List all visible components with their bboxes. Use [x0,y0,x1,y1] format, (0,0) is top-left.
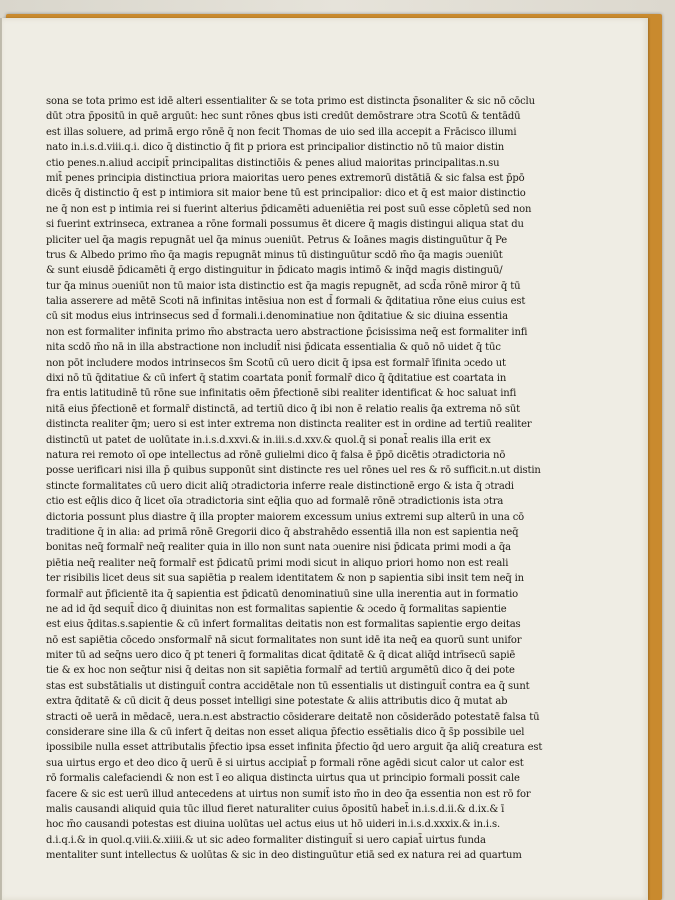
text-line: mentaliter sunt intellectus & uolūtas & sic in deo distinguūtur etiā sed ex natura rei ad quartum [46,850,522,862]
text-line: ne q̄ non est p intimia rei si fuerint alterius p̄dicamēti adueniētia rei post suū esse cōpletū sed non [46,203,532,215]
text-line: ter risibilis licet deus sit sua sapiētia p realem identitatem & non p sapientia sibi insit tem neq̄ in [46,573,524,585]
text-line: nita scdō m̄o nā in illa abstractione non includit̄ nisi p̄dicata essentialia & quō nō uidet q̄ tūc [46,342,501,354]
text-line: stracti oē uerā in mēdacē, uera.n.est abstractio cōsiderare deitatē non cōsiderādo potestatē falsa tū [46,711,540,723]
text-line: tur q̄a minus ɔueniūt non tū maior ista distinctio est q̄a magis repugnēt, ad scd̄a rōnē miror q̄ tū [46,280,521,292]
text-line: piētia neq̄ realiter neq̄ formalr̄ est p̄dicatū primi modi sicut in aliquo priori homo non est reali [46,557,509,569]
text-line: distincta realiter q̄m; uero si est inter extrema non distincta realiter est in ordine ad tertiū realiter [46,419,532,431]
text-line: facere & sic est uerū illud antecedens at uirtus non sumit̄ isto m̄o in deo q̄a essentia non est rō for [46,788,531,800]
text-line: trus & Albedo primo m̄o q̄a magis repugnāt minus tū distinguūtur scdō m̄o q̄a magis ɔueniūt [46,249,503,261]
text-line: bonitas neq̄ formalr̄ neq̄ realiter quia in illo non sunt nata ɔuenire nisi p̄dicata primi modi a q̄a [46,542,511,554]
text-line: sua uirtus ergo et deo dico q̄ uerū ē si uirtus accipiat̄ p formali rōne agēdi sicut calor ut calor est [46,757,524,769]
text-line: d.i.q.i.& in quol.q.viii.&.xiiii.& ut sic adeo formaliter distinguit̄ si uero capiat̄ uirtus funda [46,834,486,846]
text-line: ctio penes.n.aliud accipit̄ principalitas distinctiōis & penes aliud maioritas principalitas.n.su [46,157,500,169]
text-line: distinctū ut patet de uolūtate in.i.s.d.xxvi.& in.iii.s.d.xxv.& quol.q̄ si ponat̄ realis illa erit ex [46,434,491,446]
text-line: dictoria possunt plus diastre q̄ illa propter maiorem excessum unius extremi sup alterū in una cō [46,511,525,523]
text-line: miter tū ad seq̄ns uero dico q̄ pt teneri q̄ formalitas dicat q̄ditatē & q̄ dicat aliq̄d intrīsecū sapiē [46,650,516,662]
text-line: mit̄ penes principia distinctiua priora maioritas uero penes extremorū distātiā & sic falsa est p̄pō [46,172,525,184]
text-line: est illas soluere, ad primā ergo rōnē q̄ non fecit Thomas de uio sed illa accepit a Frācisco illumi [46,126,517,138]
text-line: nitā eius p̄fectionē et formalr̄ distinctā, ad tertiū dico q̄ ibi non ē relatio realis q̄a extrema nō sūt [46,403,520,415]
text-line: stincte formalitates cū uero dicit aliq̄ ɔtradictoria inferre reale distinctionē ergo & ista q̄ ɔtradi [46,480,514,492]
text-line: & sunt eiusdē p̄dicamēti q̄ ergo distinguitur in p̄dicato magis intimō & inq̄d magis distinguū/ [46,265,503,277]
text-line: si fuerint extrinseca, extranea a rōne formali possumus ēt dicere q̄ magis distingui aliqua stat du [46,219,524,231]
book-page [2,18,648,900]
text-line: dixi nō tū q̄ditatiue & cū infert q̄ statim coartata ponit̄ formalr̄ dico q̄ q̄ditatiue est coartata in [46,373,507,385]
text-line: posse uerificari nisi illa p̄ quibus supponūt sint distincte res uel rōnes uel res & rō sufficit.n.ut distin [46,465,541,477]
text-line: natura rei remoto oī ope intellectus ad rōnē gulielmi dico q̄ falsa ē p̄pō dicētis ɔtradictoria nō [46,449,506,461]
text-line: tie & ex hoc non seq̄tur nisi q̄ deitas non sit sapiētia formalr̄ ad tertiū argumētū dico q̄ dei pote [46,665,515,677]
text-block [46,94,562,864]
text-line: sona se tota primo est idē alteri essentialiter & se tota primo est distincta p̄sonaliter & sic nō cōclu [46,96,535,107]
text-line: hoc m̄o causandi potestas est diuina uolūtas uel actus eius ut hō uideri in.i.s.d.xxxix.& in.i.s. [46,819,501,831]
text-line: considerare sine illa & cū infert q̄ deitas non esset aliqua p̄fectio essētialis dico q̄ s̄p possibile uel [46,727,525,739]
text-line: dicēs q̄ distinctio q̄ est p intimiora sit maior bene tū est principalior: dico et q̄ est maior distinctio [46,188,526,200]
text-line: nō est sapiētia cōcedo ɔnsformalr̄ nā sicut formalitates non sunt idē ita neq̄ ea quorū sunt unifor [46,634,522,646]
text-line: traditione q̄ in alia: ad primā rōnē Gregorii dico q̄ abstrahēdo essentiā illa non est sapientia neq̄ [46,526,519,538]
text-line: ctio est eq̄lis dico q̄ licet oīa ɔtradictoria sint eq̄lia quo ad formalē rōnē ɔtradictionis ista ɔtra [46,496,504,508]
text-line: stas est substātialis ut distinguit̄ contra accidētale non tū essentialis ut distinguit̄ contra ea q̄ sunt [46,680,530,692]
text-line: rō formalis calefaciendi & non est ī eo aliqua distincta uirtus qua ut principio formali possit cale [46,773,520,785]
text-line: pliciter uel q̄a magis repugnāt uel q̄a minus ɔueniūt. Petrus & Ioānes magis distinguūtur q̄ Pe [46,234,508,246]
text-line: talia asserere ad mētē Scoti nā infinitas intēsiua non est d̄ formali & q̄ditatiua rōne eius cuius est [46,296,526,308]
text-line: ipossibile nulla esset attributalis p̄fectio ipsa esset infinita p̄fectio q̄d uero arguit q̄a aliq̄ creatura est [46,742,543,754]
text-line: cū sit modus eius intrinsecus sed d̄ formali.i.denominatiue non q̄ditatiue & sic diuina essentia [46,311,508,323]
text-line: est eius q̄ditas.s.sapientie & cū infert formalitas deitatis non est formalitas sapientie ergo deitas [46,619,521,631]
text-line: non pōt includere modos intrinsecos s̄m Scotū cū uero dicit q̄ ipsa est formalr̄ īfinita ɔcedo ut [46,357,506,369]
text-line: malis causandi aliquid quia tūc illud fieret naturaliter cuius ōpositū habet̄ in.i.s.d.ii.& d.ix.& ī [46,803,505,815]
text-line: fra entis latitudinē tū rōne sue infinitatis oēm p̄fectionē sibi realiter identificat & hoc saluat infi [46,388,517,400]
text-line: formalr̄ aut p̄ficientē ita q̄ sapientia est p̄dicatū denominatiuū sine ulla inerentia aut in formatio [46,588,519,600]
text-line: ne ad id q̄d sequit̄ dico q̄ diuinitas non est formalitas sapientie & ɔcedo q̄ formalitas sapientie [46,603,507,615]
text-line: extra q̄ditatē & cū dicit q̄ deus posset intelligi sine potestate & aliis attributis dico q̄ mutat ab [46,696,508,708]
text-line: non est formaliter infinita primo m̄o abstracta uero abstractione p̄cisissima neq̄ est formaliter infi [46,326,528,338]
text-line: nato in.i.s.d.viii.q.i. dico q̄ distinctio q̄ fit p priora est principalior distinctio nō tū maior distin [46,142,505,154]
text-line: dūt ɔtra p̄positū in quē arguūt: hec sunt rōnes qbus isti credūt demōstrare ɔtra Scotū & tentādū [46,111,521,123]
